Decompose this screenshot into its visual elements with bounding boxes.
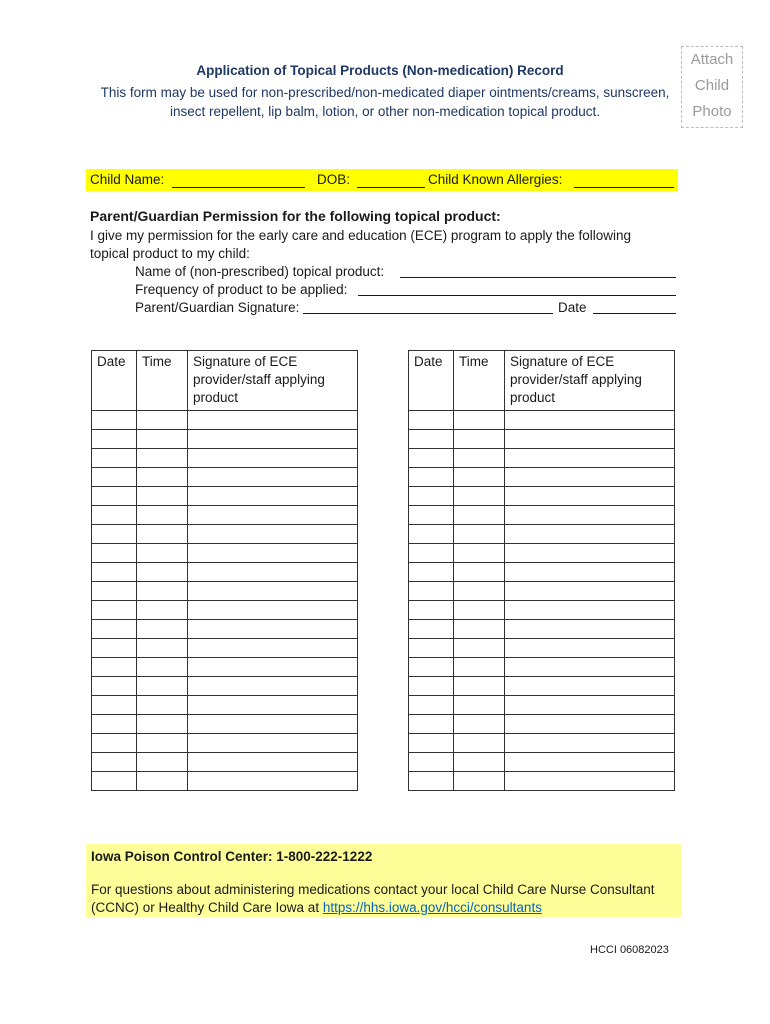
signature-cell[interactable] [188,639,358,658]
table-row [409,411,675,430]
table-row [409,487,675,506]
date-cell[interactable] [92,449,137,468]
table-row [92,506,358,525]
log-header-time: Time [454,351,505,411]
date-cell[interactable] [409,658,454,677]
signature-cell[interactable] [505,544,675,563]
signature-cell[interactable] [188,506,358,525]
log-body-right [409,351,675,791]
date-cell[interactable] [92,658,137,677]
time-cell[interactable] [454,525,505,544]
signature-cell[interactable] [188,601,358,620]
signature-cell[interactable] [505,430,675,449]
signature-cell[interactable] [505,734,675,753]
date-cell[interactable] [92,582,137,601]
time-cell[interactable] [454,411,505,430]
table-row [409,734,675,753]
time-cell[interactable] [137,772,188,791]
table-row [92,525,358,544]
table-row [92,411,358,430]
form-intro [80,83,690,121]
time-cell[interactable] [137,715,188,734]
table-row [92,468,358,487]
child-info-strip [86,169,678,191]
time-cell[interactable] [454,430,505,449]
time-cell[interactable] [454,753,505,772]
allergies-field[interactable] [574,172,674,188]
signature-cell[interactable] [188,468,358,487]
log-header-row [409,351,675,411]
date-cell[interactable] [409,487,454,506]
signature-cell[interactable] [188,449,358,468]
dob-label: DOB: [317,172,351,187]
date-cell[interactable] [92,620,137,639]
signature-cell[interactable] [188,715,358,734]
date-cell[interactable] [92,430,137,449]
table-row [409,582,675,601]
intro-line-2: insect repellent, lip balm, lotion, or other non-medication topical product. [170,104,600,119]
table-row [92,677,358,696]
date-cell[interactable] [92,506,137,525]
signature-cell[interactable] [188,696,358,715]
signature-cell[interactable] [188,544,358,563]
table-row [92,639,358,658]
signature-cell[interactable] [505,525,675,544]
table-row [409,772,675,791]
time-cell[interactable] [137,487,188,506]
date-cell[interactable] [409,753,454,772]
questions-line-2 [91,900,542,915]
table-row [92,753,358,772]
time-cell[interactable] [454,563,505,582]
time-cell[interactable] [137,658,188,677]
signature-cell[interactable] [505,658,675,677]
time-cell[interactable] [454,582,505,601]
date-cell[interactable] [409,525,454,544]
log-header-signature: Signature of ECE provider/staff applying product [188,351,358,411]
time-cell[interactable] [137,696,188,715]
time-cell[interactable] [137,430,188,449]
time-cell[interactable] [137,620,188,639]
table-row [92,601,358,620]
parent-signature-field[interactable] [303,313,553,314]
signature-date-field[interactable] [593,313,676,314]
time-cell[interactable] [137,582,188,601]
table-row [409,753,675,772]
signature-cell[interactable] [505,411,675,430]
signature-cell[interactable] [505,563,675,582]
log-header-row [92,351,358,411]
permission-text-1: I give my permission for the early care and education (ECE) program to apply the following [90,228,632,243]
child-name-label: Child Name: [90,172,165,187]
table-row [409,544,675,563]
signature-cell[interactable] [505,468,675,487]
questions-line-2-text: (CCNC) or Healthy Child Care Iowa at [91,900,323,915]
table-row [92,544,358,563]
signature-cell[interactable] [505,449,675,468]
time-cell[interactable] [454,696,505,715]
signature-cell[interactable] [505,696,675,715]
table-row [92,582,358,601]
parent-signature-label: Parent/Guardian Signature: [135,300,300,315]
signature-cell[interactable] [505,772,675,791]
table-row [409,430,675,449]
log-header-time: Time [137,351,188,411]
date-cell[interactable] [409,563,454,582]
time-cell[interactable] [137,639,188,658]
permission-text-2: topical product to my child: [90,246,250,261]
table-row [409,677,675,696]
table-row [409,525,675,544]
log-header-date: Date [92,351,137,411]
date-cell[interactable] [409,601,454,620]
table-row [409,658,675,677]
table-row [92,563,358,582]
application-log-table-right [408,350,675,791]
date-cell[interactable] [409,772,454,791]
table-row [409,601,675,620]
application-log-table-left [91,350,358,791]
signature-cell[interactable] [505,506,675,525]
signature-cell[interactable] [188,487,358,506]
child-name-field[interactable] [172,172,305,188]
time-cell[interactable] [137,734,188,753]
time-cell[interactable] [454,487,505,506]
date-cell[interactable] [92,715,137,734]
table-row [409,620,675,639]
time-cell[interactable] [137,506,188,525]
table-row [92,430,358,449]
hcci-consultants-link[interactable]: https://hhs.iowa.gov/hcci/consultants [322,900,542,915]
time-cell[interactable] [137,468,188,487]
table-row [409,639,675,658]
allergies-label: Child Known Allergies: [428,172,563,187]
signature-cell[interactable] [188,677,358,696]
permission-heading: Parent/Guardian Permission for the following topical product: [90,208,501,224]
frequency-field[interactable] [358,295,676,296]
log-header-signature: Signature of ECE provider/staff applying product [505,351,675,411]
signature-cell[interactable] [188,658,358,677]
time-cell[interactable] [137,525,188,544]
signature-cell[interactable] [505,487,675,506]
time-cell[interactable] [137,449,188,468]
signature-cell[interactable] [505,620,675,639]
frequency-label: Frequency of product to be applied: [135,282,348,297]
time-cell[interactable] [454,772,505,791]
date-cell[interactable] [92,563,137,582]
date-cell[interactable] [92,601,137,620]
product-name-label: Name of (non-prescribed) topical product: [135,264,385,279]
date-cell[interactable] [409,677,454,696]
signature-cell[interactable] [188,563,358,582]
time-cell[interactable] [454,639,505,658]
signature-cell[interactable] [188,582,358,601]
signature-cell[interactable] [188,753,358,772]
signature-cell[interactable] [188,411,358,430]
signature-cell[interactable] [505,715,675,734]
signature-cell[interactable] [188,772,358,791]
log-body-left [92,351,358,791]
table-row [409,468,675,487]
signature-cell[interactable] [505,601,675,620]
date-cell[interactable] [409,468,454,487]
time-cell[interactable] [454,715,505,734]
date-cell[interactable] [92,468,137,487]
photo-box-line3: Photo [692,103,732,120]
table-row [409,563,675,582]
time-cell[interactable] [454,506,505,525]
table-row [92,658,358,677]
date-cell[interactable] [92,753,137,772]
date-cell[interactable] [92,696,137,715]
table-row [92,772,358,791]
form-title: Application of Topical Products (Non-medication) Record [196,63,564,78]
table-row [92,734,358,753]
date-cell[interactable] [409,734,454,753]
date-cell[interactable] [92,487,137,506]
table-row [92,696,358,715]
date-cell[interactable] [409,620,454,639]
date-cell[interactable] [409,430,454,449]
date-cell[interactable] [92,734,137,753]
time-cell[interactable] [137,677,188,696]
table-row [409,715,675,734]
log-header-date: Date [409,351,454,411]
form-code: HCCI 06082023 [590,944,669,956]
signature-cell[interactable] [505,753,675,772]
table-row [92,715,358,734]
table-row [409,449,675,468]
date-cell[interactable] [92,525,137,544]
date-cell[interactable] [409,506,454,525]
signature-cell[interactable] [505,582,675,601]
product-name-field[interactable] [400,277,676,278]
table-row [92,620,358,639]
table-row [92,487,358,506]
time-cell[interactable] [137,601,188,620]
table-row [92,449,358,468]
signature-date-label: Date [558,300,587,315]
intro-line-1: This form may be used for non-prescribed/non-medicated diaper ointments/creams, sunscreen, [100,85,670,100]
photo-box-line1: Attach [690,51,734,68]
time-cell[interactable] [137,563,188,582]
signature-cell[interactable] [188,525,358,544]
date-cell[interactable] [409,411,454,430]
time-cell[interactable] [454,544,505,563]
time-cell[interactable] [454,468,505,487]
signature-cell[interactable] [188,620,358,639]
date-cell[interactable] [92,677,137,696]
date-cell[interactable] [92,772,137,791]
date-cell[interactable] [409,696,454,715]
date-cell[interactable] [92,411,137,430]
date-cell[interactable] [409,449,454,468]
questions-line-1: For questions about administering medications contact your local Child Care Nurse Consultant [91,882,655,897]
date-cell[interactable] [92,639,137,658]
time-cell[interactable] [454,658,505,677]
poison-control-line: Iowa Poison Control Center: 1-800-222-1222 [91,849,373,864]
signature-cell[interactable] [505,639,675,658]
date-cell[interactable] [409,715,454,734]
date-cell[interactable] [409,639,454,658]
table-row [409,696,675,715]
time-cell[interactable] [137,411,188,430]
time-cell[interactable] [454,620,505,639]
time-cell[interactable] [454,449,505,468]
photo-box-line2: Child [694,77,730,94]
date-cell[interactable] [409,544,454,563]
time-cell[interactable] [454,734,505,753]
time-cell[interactable] [137,753,188,772]
attach-photo-box [681,46,743,128]
signature-cell[interactable] [188,734,358,753]
time-cell[interactable] [454,601,505,620]
time-cell[interactable] [454,677,505,696]
signature-cell[interactable] [505,677,675,696]
table-row [409,506,675,525]
date-cell[interactable] [409,582,454,601]
dob-field[interactable] [357,172,425,188]
time-cell[interactable] [137,544,188,563]
signature-cell[interactable] [188,430,358,449]
date-cell[interactable] [92,544,137,563]
